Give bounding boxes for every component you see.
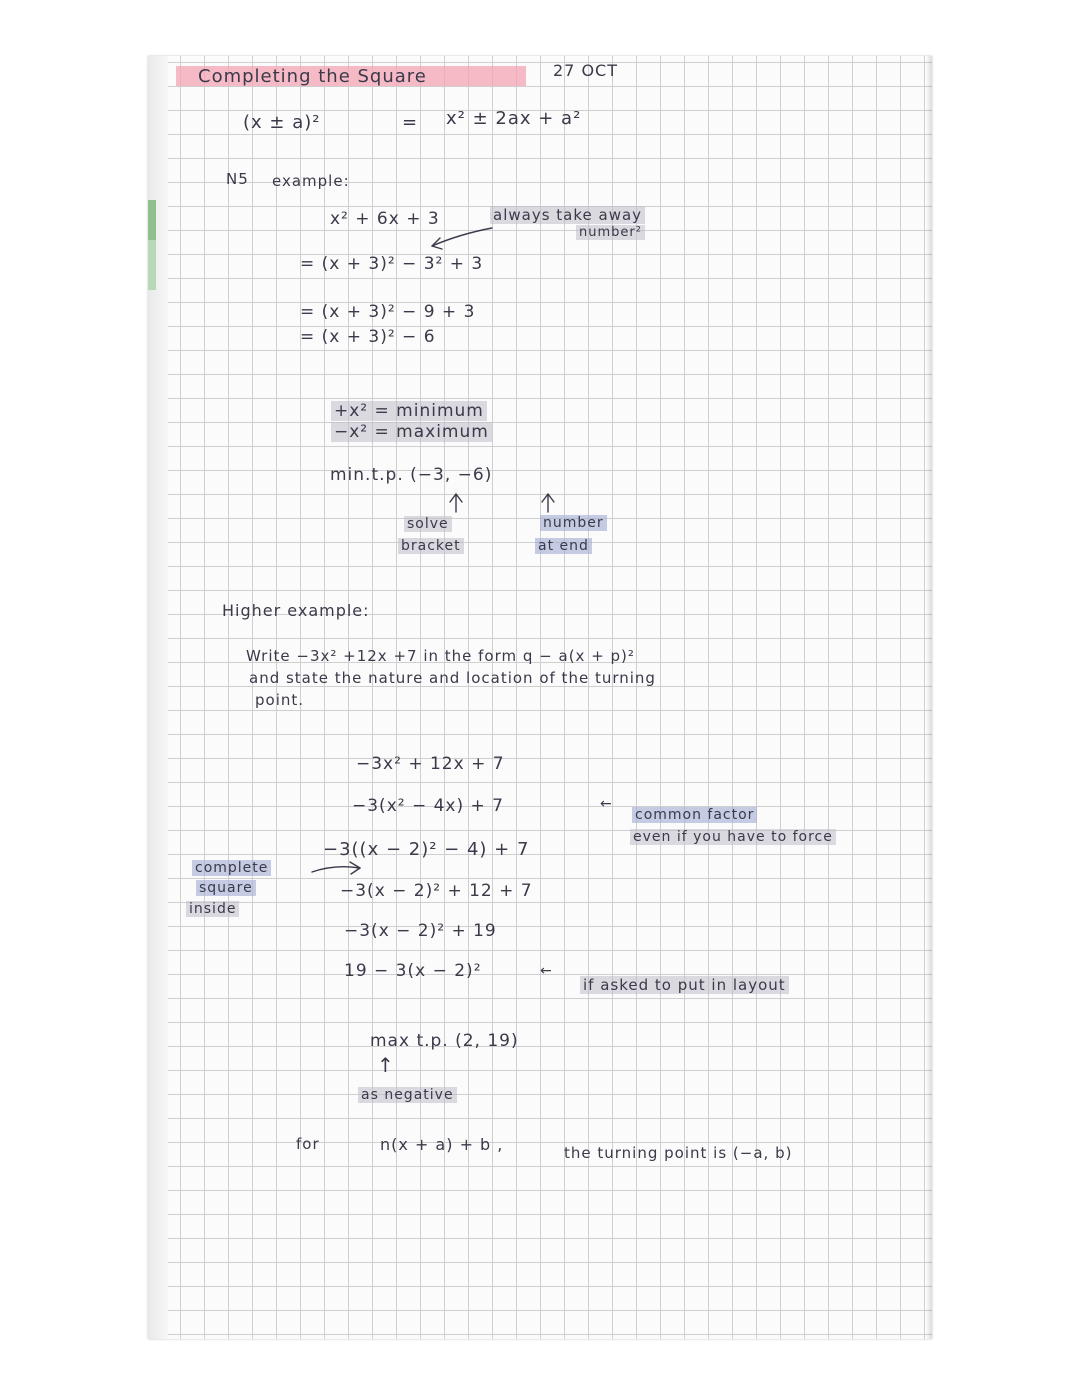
higher-step-6: 19 − 3(x − 2)² — [344, 961, 482, 981]
footer-form: n(x + a) + b , — [380, 1135, 504, 1154]
higher-step-2: −3(x² − 4x) + 7 — [352, 796, 504, 816]
higher-step-5: −3(x − 2)² + 19 — [344, 921, 497, 941]
note-number: number — [540, 515, 607, 531]
arrow-complete-square — [312, 867, 360, 872]
note-layout: if asked to put in layout — [580, 976, 789, 994]
n5-step-2: = (x + 3)² − 9 + 3 — [300, 302, 476, 322]
rule-minimum: +x² = minimum — [331, 401, 487, 421]
note-force: even if you have to force — [630, 829, 836, 845]
note-common-factor: common factor — [632, 807, 757, 823]
higher-step-3: −3((x − 2)² − 4) + 7 — [323, 839, 530, 860]
n5-expression: x² + 6x + 3 — [330, 209, 440, 229]
note-complete: complete — [192, 860, 271, 876]
question-line-2: and state the nature and location of the turning — [249, 669, 656, 687]
min-turning-point: min.t.p. (−3, −6) — [330, 465, 493, 485]
higher-step-1: −3x² + 12x + 7 — [356, 754, 505, 774]
note-bracket: bracket — [398, 538, 464, 554]
formula-lhs: (x ± a)² — [243, 112, 321, 133]
footer-for: for — [296, 1135, 320, 1153]
n5-step-1: = (x + 3)² − 3² + 3 — [300, 254, 484, 274]
arrow-up-number — [542, 494, 554, 512]
rule-maximum: −x² = maximum — [331, 422, 492, 442]
left-arrow-icon: ← — [600, 796, 613, 812]
arrow-to-square — [432, 228, 492, 246]
note-at-end: at end — [535, 538, 592, 554]
note-solve: solve — [404, 516, 452, 532]
up-arrow-icon: ↑ — [377, 1053, 395, 1077]
question-line-3: point. — [255, 691, 305, 709]
page-title: Completing the Square — [198, 66, 427, 87]
question-line-1: Write −3x² +12x +7 in the form q − a(x + p)² — [246, 647, 635, 665]
n5-heading: example: — [272, 172, 350, 190]
higher-step-4: −3(x − 2)² + 12 + 7 — [340, 881, 533, 901]
max-turning-point: max t.p. (2, 19) — [370, 1031, 519, 1051]
note-take-away: always take away — [490, 206, 645, 224]
formula-equals: = — [402, 112, 419, 133]
page-date: 27 OCT — [553, 61, 618, 80]
formula-rhs: x² ± 2ax + a² — [446, 108, 582, 129]
note-square: square — [196, 880, 256, 896]
left-arrow-icon: ← — [540, 963, 553, 979]
n5-step-3: = (x + 3)² − 6 — [300, 327, 436, 347]
arrow-up-solve — [450, 494, 462, 512]
footer-turning-point-rule: the turning point is (−a, b) — [564, 1144, 793, 1162]
n5-label: N5 — [226, 170, 249, 188]
note-as-negative: as negative — [358, 1087, 457, 1103]
note-inside: inside — [186, 901, 239, 917]
higher-heading: Higher example: — [222, 601, 370, 620]
note-number-squared: number² — [576, 225, 645, 240]
